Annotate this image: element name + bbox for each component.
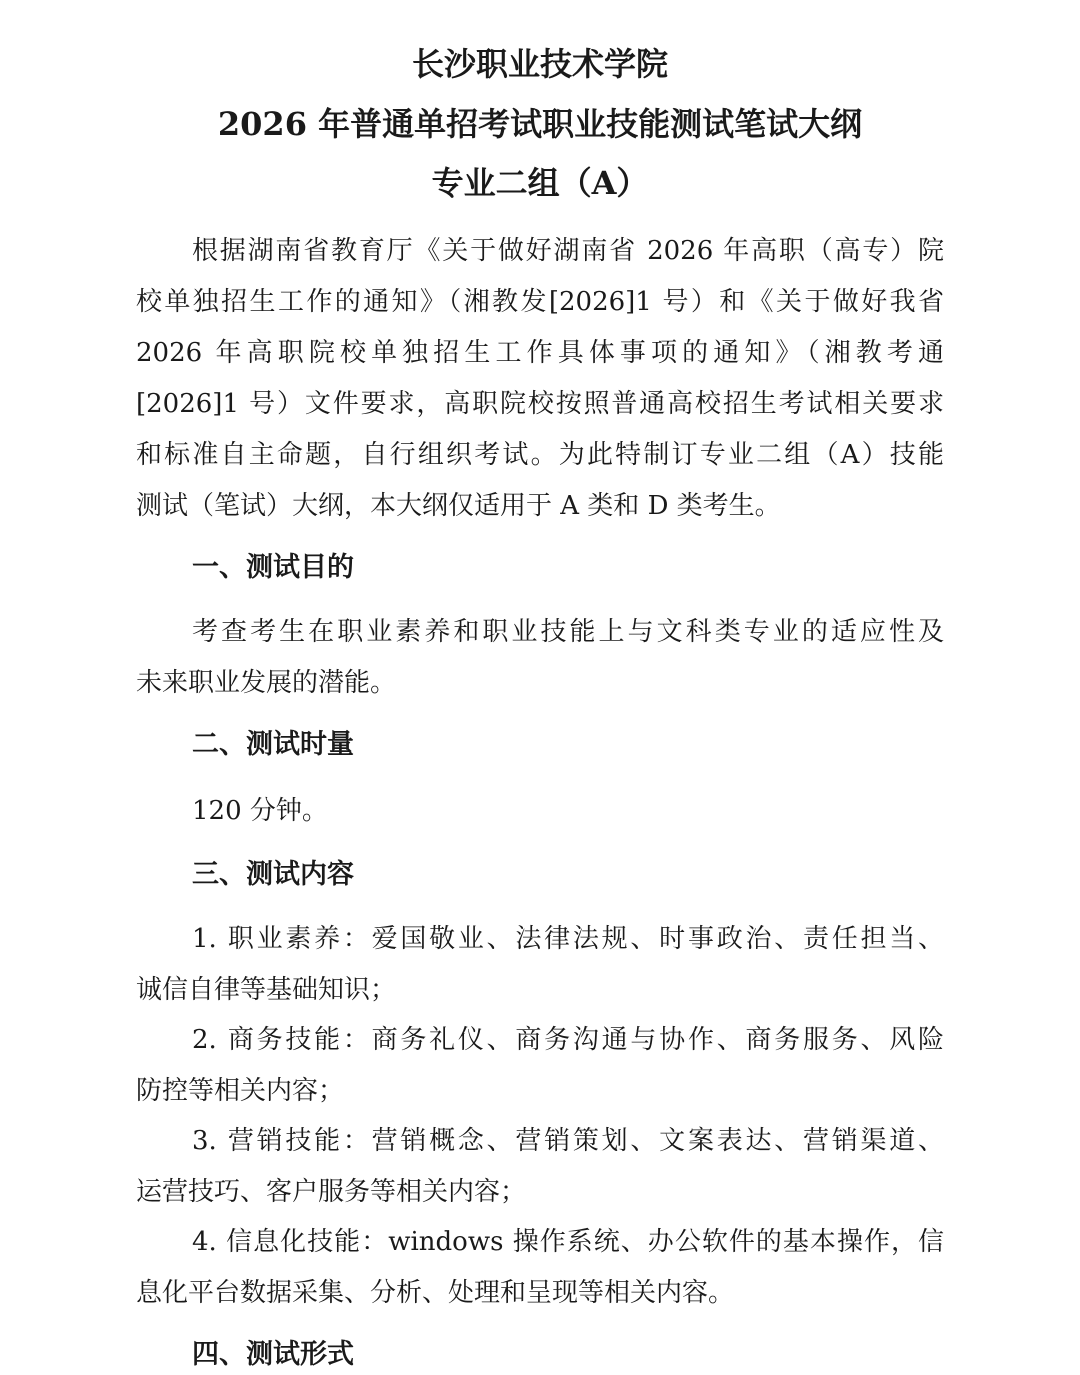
purpose-paragraph — [136, 607, 944, 709]
content-line: 4. 信息化技能：windows 操作系统、办公软件的基本操作，信 — [192, 1227, 944, 1257]
intro-line: 校单独招生工作的通知》（湘教发[2026]1 号）和《关于做好我省 — [136, 287, 944, 317]
duration-text: 120 分钟。 — [192, 796, 328, 826]
content-line: 运营技巧、客户服务等相关内容； — [136, 1177, 527, 1207]
content-line: 3. 营销技能：营销概念、营销策划、文案表达、营销渠道、 — [192, 1126, 944, 1156]
content-line: 2. 商务技能：商务礼仪、商务沟通与协作、商务服务、风险 — [192, 1025, 944, 1055]
intro-line: [2026]1 号）文件要求，高职院校按照普通高校招生考试相关要求 — [136, 389, 944, 419]
section-heading-format: 四、测试形式 — [192, 1339, 354, 1370]
content-line: 诚信自律等基础知识； — [136, 975, 397, 1005]
section-heading-purpose: 一、测试目的 — [192, 552, 354, 583]
intro-line: 测试（笔试）大纲，本大纲仅适用于 A 类和 D 类考生。 — [136, 491, 781, 521]
content-line: 防控等相关内容； — [136, 1076, 345, 1106]
school-name-title: 长沙职业技术学院 — [411, 45, 668, 83]
major-group-title: 专业二组（A） — [431, 164, 649, 202]
intro-line: 和标准自主命题，自行组织考试。为此特制订专业二组（A）技能 — [136, 440, 944, 470]
intro-paragraph — [136, 226, 944, 532]
exam-outline-title: 2026 年普通单招考试职业技能测试笔试大纲 — [217, 105, 863, 143]
content-item-business-skills — [136, 1015, 944, 1117]
intro-line: 根据湖南省教育厅《关于做好湖南省 2026 年高职（高专）院 — [192, 236, 944, 266]
purpose-line: 未来职业发展的潜能。 — [136, 668, 397, 698]
content-line: 1. 职业素养：爱国敬业、法律法规、时事政治、责任担当、 — [192, 924, 944, 954]
content-item-professional-quality — [136, 914, 944, 1016]
section-heading-duration: 二、测试时量 — [192, 729, 354, 760]
intro-line: 2026 年高职院校单独招生工作具体事项的通知》（湘教考通 — [136, 338, 944, 368]
content-item-marketing-skills — [136, 1116, 944, 1218]
content-item-information-skills — [136, 1217, 944, 1319]
purpose-line: 考查考生在职业素养和职业技能上与文科类专业的适应性及 — [192, 617, 944, 647]
content-line: 息化平台数据采集、分析、处理和呈现等相关内容。 — [136, 1278, 735, 1308]
section-heading-content: 三、测试内容 — [192, 859, 354, 890]
